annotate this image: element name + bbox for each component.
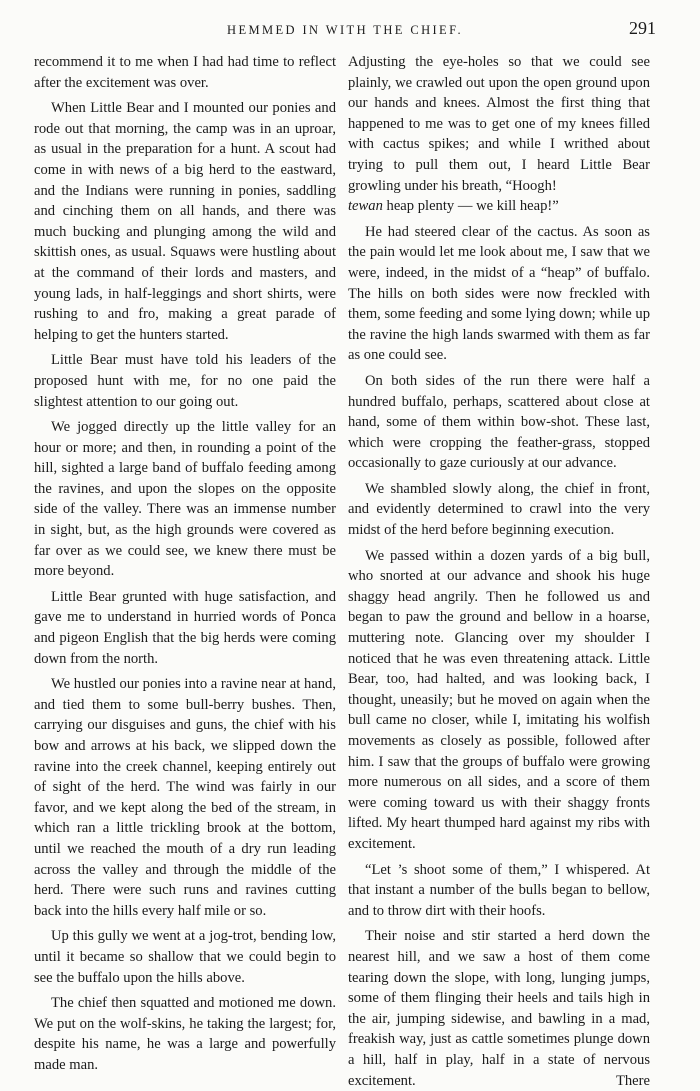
paragraph: “Let ’s shoot some of them,” I whispered. At that instant a number of the bulls began to bellow, and to throw dirt with their hoofs. (348, 861, 650, 919)
paragraph: Up this gully we went at a jog-trot, bending low, until it became so shallow that we could begin to see the buffalo upon the hills above. (34, 928, 336, 986)
left-column (34, 52, 336, 1076)
paragraph: recommend it to me when I had had time to reflect after the excitement was over. (34, 54, 336, 91)
paragraph: When Little Bear and I mounted our ponies and rode out that morning, the camp was in an uproar, as usual in the preparation for a hunt. A scout had come in with news of a big herd to the eastward, and the Indians were running in ponies, saddling and cinching them on all hands, and there was much bucking and plunging among the wild and skittish ones, as usual. Squaws were hustling about at the command of their lords and masters, and young lads, in half-leggings and short shirts, were rushing to and fro, making a great parade of helping to get the hunters started. (34, 100, 336, 343)
paragraph: We shambled slowly along, the chief in front, and evidently determined to crawl into the very midst of the herd before beginning execution. (348, 480, 650, 539)
paragraph: On both sides of the run there were half a hundred buffalo, perhaps, scattered about close at hand, some of them within bow-shot. These last, which were cropping the feather-grass, stopped occasionally to gaze curiously at our advance. (348, 372, 650, 472)
paragraph: We jogged directly up the little valley for an hour or more; and then, in rounding a point of the hill, sighted a large band of buffalo feeding among the ravines, and upon the slopes on the opposite side of the valley. There was an immense number in sight, but, as the high grounds were covered as far over as we could see, we knew there must be more beyond. (34, 419, 336, 580)
running-title: HEMMED IN WITH THE CHIEF. (227, 23, 463, 37)
paragraph-text: heap plenty — we kill heap!” (386, 198, 559, 215)
paragraph: Little Bear must have told his leaders of the proposed hunt with me, for no one paid the slightest attention to our going out. (34, 352, 336, 410)
paragraph (348, 52, 650, 217)
paragraph: Their noise and stir started a herd down the nearest hill, and we saw a host of them come tearing down the slope, with long, lunging jumps, some of them flinging their heels and tails high in the air, jumping sidewise, and bawling in a mad, freakish way, just as cattle sometimes plunge down a hill, half in play, half in a state of nervous excitement. There (348, 928, 650, 1089)
paragraph-text: Adjusting the eye-holes so that we could see plainly, we crawled out upon the open ground upon our hands and knees. Almost the first thing that happened to me was to get one of my knees filled with cactus spikes; and while I writhed about trying to pull them out, I heard Little Bear growling under his breath, “Hoogh! (348, 54, 650, 194)
paragraph: He had steered clear of the cactus. As soon as the pain would let me look about me, I saw that we were, indeed, in the midst of a “heap” of buffalo. The hills on both sides were now freckled with them, some feeding and some lying down; while up the ravine the high lands swarmed with them as far as one could see. (348, 223, 650, 364)
paragraph: The chief then squatted and motioned me down. We put on the wolf-skins, he taking the largest; for, despite his name, he was a large and powerfully made man. (34, 995, 336, 1073)
italic-word: tewan (348, 198, 383, 215)
paragraph: We hustled our ponies into a ravine near at hand, and tied them to some bull-berry bushes. Then, carrying our disguises and guns, the chief with his bow and arrows at his back, we slipped down the ravine into the creek channel, keeping entirely out of sight of the herd. The wind was fairly in our favor, and we kept along the bed of the stream, in which ran a little trickling brook at the bottom, until we reached the mouth of a dry run leading across the valley and through the middle of the herd. There were such runs and ravines cutting back into the hills every half mile or so. (34, 676, 336, 919)
page-number: 291 (629, 18, 656, 38)
paragraph: We passed within a dozen yards of a big bull, who snorted at our advance and shook his huge shaggy head angrily. Then he followed us and began to paw the ground and bellow in a hoarse, muttering note. Glancing over my shoulder I noticed that he was even threatening attack. Little Bear, too, had halted, and was looking back, I thought, uneasily; but he moved on again when the bull came no closer, while I, imitating his wolfish movements as closely as possible, followed after him. I saw that the groups of buffalo were growing more numerous on all sides, and a score of them were coming toward us with their shaggy fronts lifted. My heart thumped hard against my ribs with excitement. (348, 547, 650, 852)
right-column (348, 52, 650, 1091)
paragraph: Little Bear grunted with huge satisfaction, and gave me to understand in hurried words of Ponca and pigeon English that the big herds were coming down from the north. (34, 588, 336, 667)
running-head (34, 18, 656, 42)
